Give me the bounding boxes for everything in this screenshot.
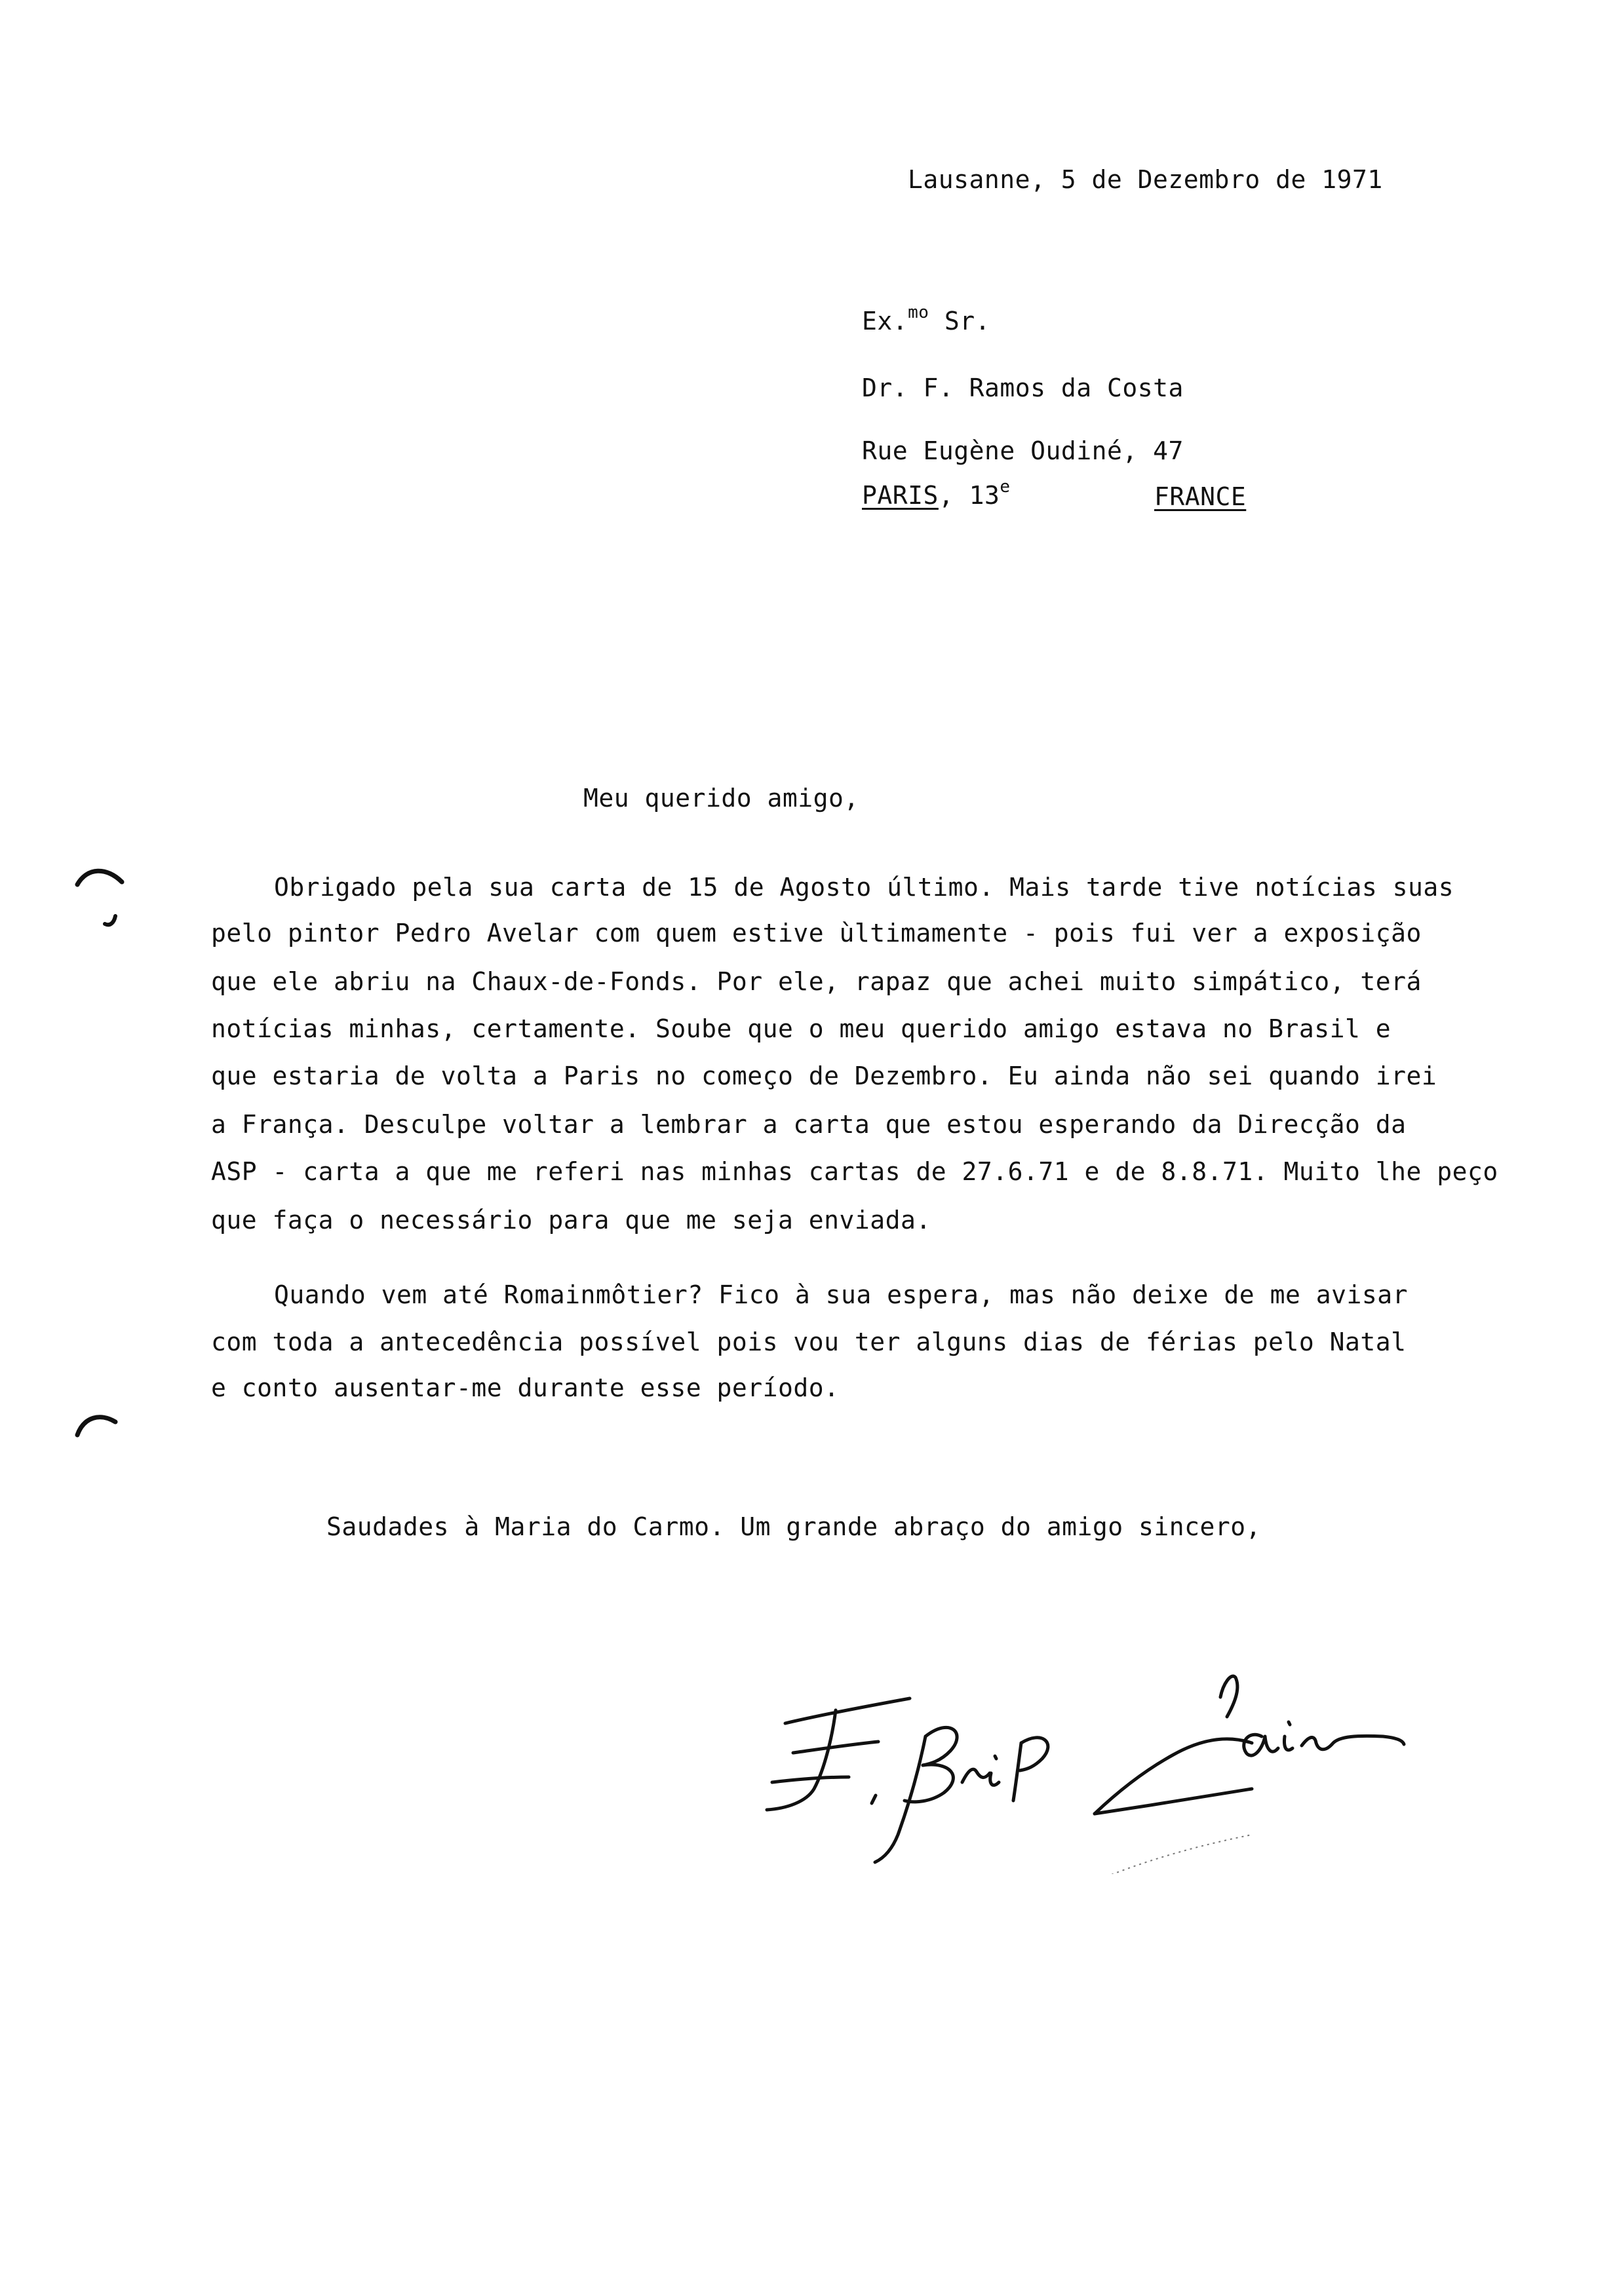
- paragraph-2-line: com toda a antecedência possível pois vou ter alguns dias de férias pelo Natal: [211, 1328, 1407, 1356]
- paragraph-2-line: Quando vem até Romainmôtier? Fico à sua espera, mas não deixe de me avisar: [274, 1280, 1408, 1309]
- paragraph-1-line: a França. Desculpe voltar a lembrar a carta que estou esperando da Direcção da: [211, 1110, 1407, 1139]
- salutation-prefix: Ex.: [862, 307, 908, 335]
- paragraph-1-line: que ele abriu na Chaux-de-Fonds. Por ele, rapaz que achei muito simpático, terá: [211, 967, 1422, 996]
- salutation-suffix: Sr.: [929, 307, 990, 335]
- address-name: Dr. F. Ramos da Costa: [862, 373, 1184, 402]
- address-street: Rue Eugène Oudiné, 47: [862, 436, 1184, 465]
- paragraph-1-line: pelo pintor Pedro Avelar com quem estive ùltimamente - pois fui ver a exposição: [211, 919, 1422, 947]
- address-city-separator: , 13: [938, 481, 1000, 510]
- greeting: Meu querido amigo,: [583, 784, 859, 813]
- salutation-superscript: mo: [908, 303, 929, 322]
- date-line: Lausanne, 5 de Dezembro de 1971: [908, 165, 1383, 194]
- paragraph-1-line: que faça o necessário para que me seja enviada.: [211, 1206, 931, 1234]
- closing: Saudades à Maria do Carmo. Um grande abraço do amigo sincero,: [326, 1512, 1262, 1541]
- hole-punch-mark-icon: [71, 864, 130, 936]
- paragraph-2-line: e conto ausentar-me durante esse período.: [211, 1373, 840, 1402]
- paragraph-1-line: notícias minhas, certamente. Soube que o meu querido amigo estava no Brasil e: [211, 1014, 1391, 1043]
- paragraph-1-line: ASP - carta a que me referi nas minhas cartas de 27.6.71 e de 8.8.71. Muito lhe peço: [211, 1157, 1498, 1186]
- address-country: FRANCE: [1154, 482, 1247, 511]
- handwritten-signature: [754, 1638, 1409, 1874]
- address-city: PARIS: [862, 481, 939, 510]
- address-arrondissement-superscript: e: [1000, 477, 1011, 497]
- hole-punch-mark-icon: [71, 1407, 130, 1440]
- paragraph-1-line: Obrigado pela sua carta de 15 de Agosto último. Mais tarde tive notícias suas: [274, 873, 1454, 902]
- paragraph-1-line: que estaria de volta a Paris no começo de Dezembro. Eu ainda não sei quando irei: [211, 1062, 1437, 1090]
- address-city-line: [862, 477, 1011, 510]
- address-salutation: [862, 303, 990, 335]
